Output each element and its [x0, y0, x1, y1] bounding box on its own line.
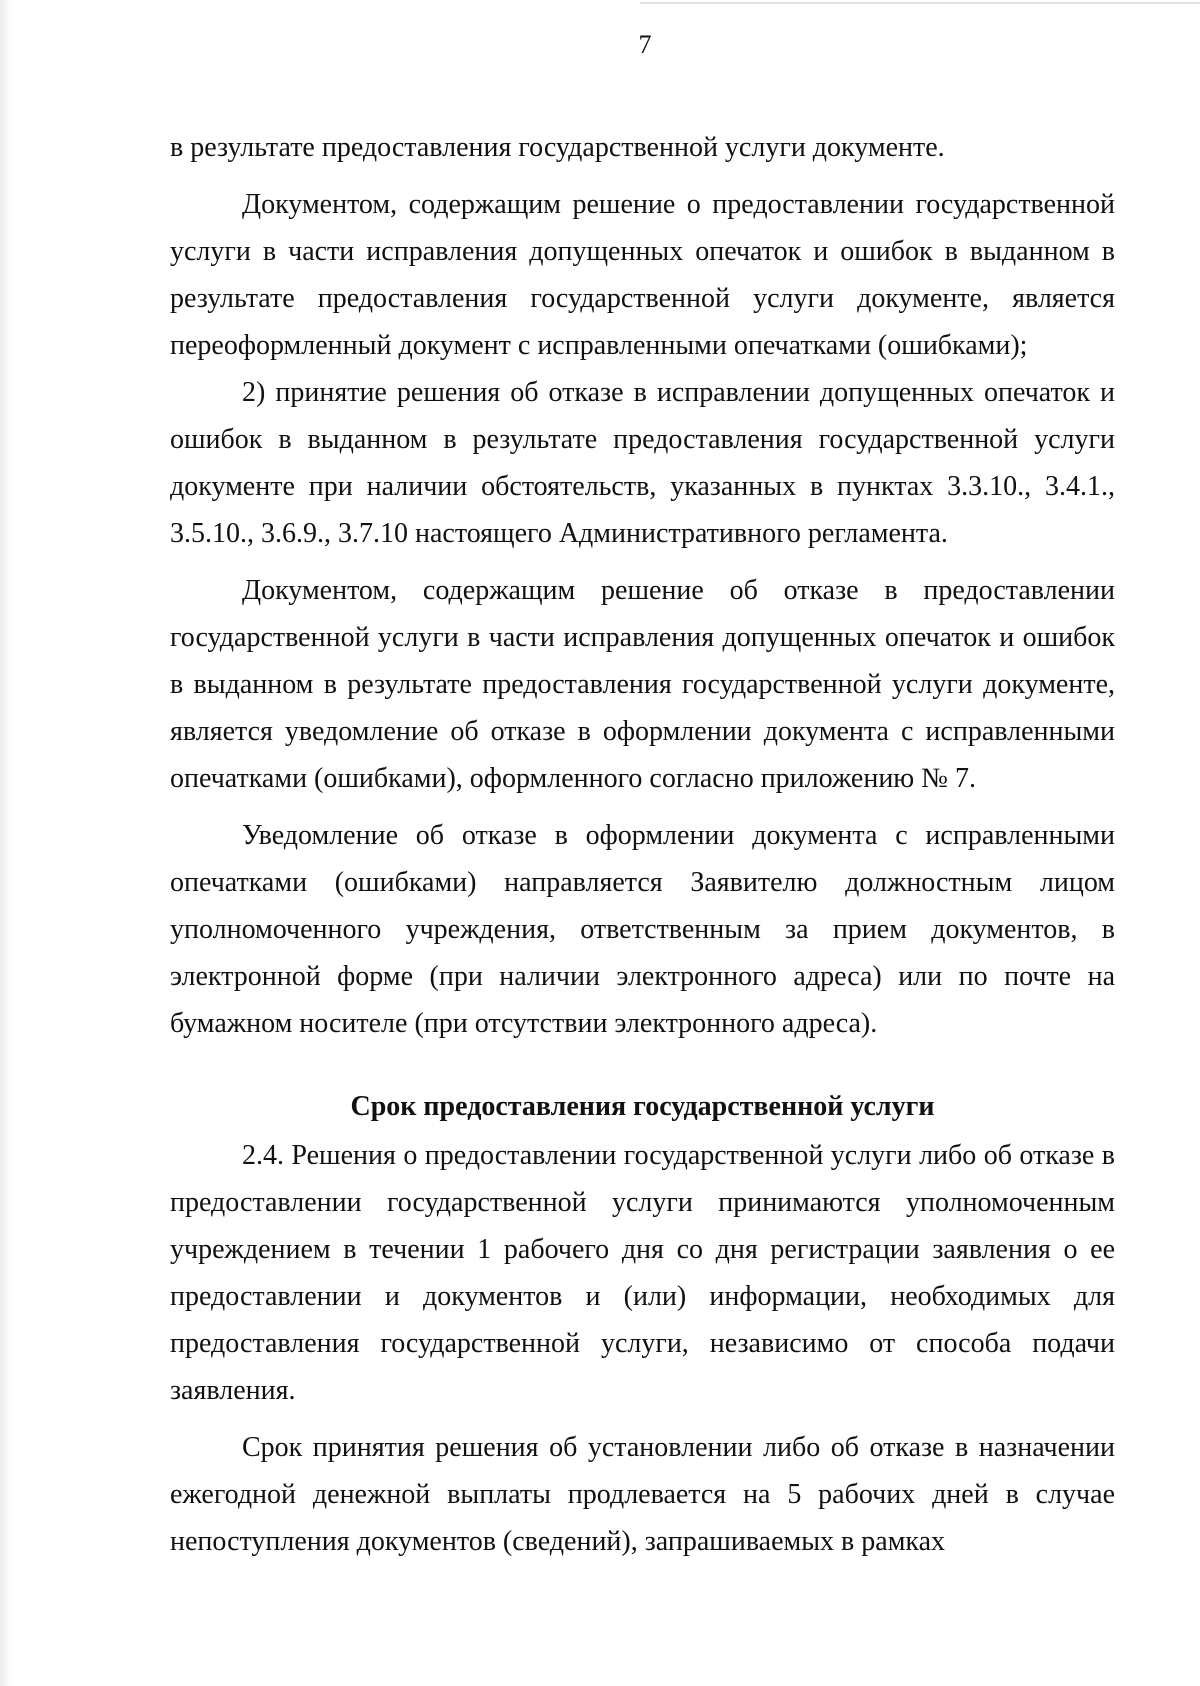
- paragraph-continuation: в результате предоставления государственной услуги документе.: [170, 132, 945, 163]
- paragraph-term-decision: 2.4. Решения о предоставлении государственной услуги либо об отказе в предоставлении государственной услуги принимаются уполномоченным учреждением в течении 1 рабочего дня со дня регистрации заявления о ее предоставлении и документов и (или) информации, необходимых для предоставления государственной услуги, независимо от способа подачи заявления.: [170, 1140, 1115, 1406]
- paragraph-refusal-item: 2) принятие решения об отказе в исправлении допущенных опечаток и ошибок в выданном в результате предоставления государственной услуги документе при наличии обстоятельств, указанных в пунктах 3.3.10., 3.4.1., 3.5.10., 3.6.9., 3.7.10 настоящего Административного регламента.: [170, 377, 1115, 549]
- paragraph-notification: Уведомление об отказе в оформлении документа с исправленными опечатками (ошибками) направляется Заявителю должностным лицом уполномоченного учреждения, ответственным за прием документов, в электронной форме (при наличии электронного адреса) или по почте на бумажном носителе (при отсутствии электронного адреса).: [170, 820, 1115, 1039]
- paragraph-correction-decision: Документом, содержащим решение о предоставлении государственной услуги в части исправления допущенных опечаток и ошибок в выданном в результате предоставления государственной услуги документе, является переоформленный документ с исправленными опечатками (ошибками);: [170, 189, 1115, 361]
- section-heading: Срок предоставления государственной услуги: [350, 1091, 935, 1122]
- paragraph-term-extension: Срок принятия решения об установлении либо об отказе в назначении ежегодной денежной выплаты продлевается на 5 рабочих дней в случае непоступления документов (сведений), запрашиваемых в рамках: [170, 1432, 1115, 1557]
- document-body: [170, 124, 1115, 1565]
- scan-edge-shadow: [0, 0, 14, 1686]
- paragraph-refusal-document: Документом, содержащим решение об отказе в предоставлении государственной услуги в части исправления допущенных опечаток и ошибок в выданном в результате предоставления государственной услуги документе, является уведомление об отказе в оформлении документа с исправленными опечатками (ошибками), оформленного согласно приложению № 7.: [170, 575, 1115, 794]
- scan-edge-line: [640, 2, 1200, 4]
- page-number: 7: [638, 30, 652, 59]
